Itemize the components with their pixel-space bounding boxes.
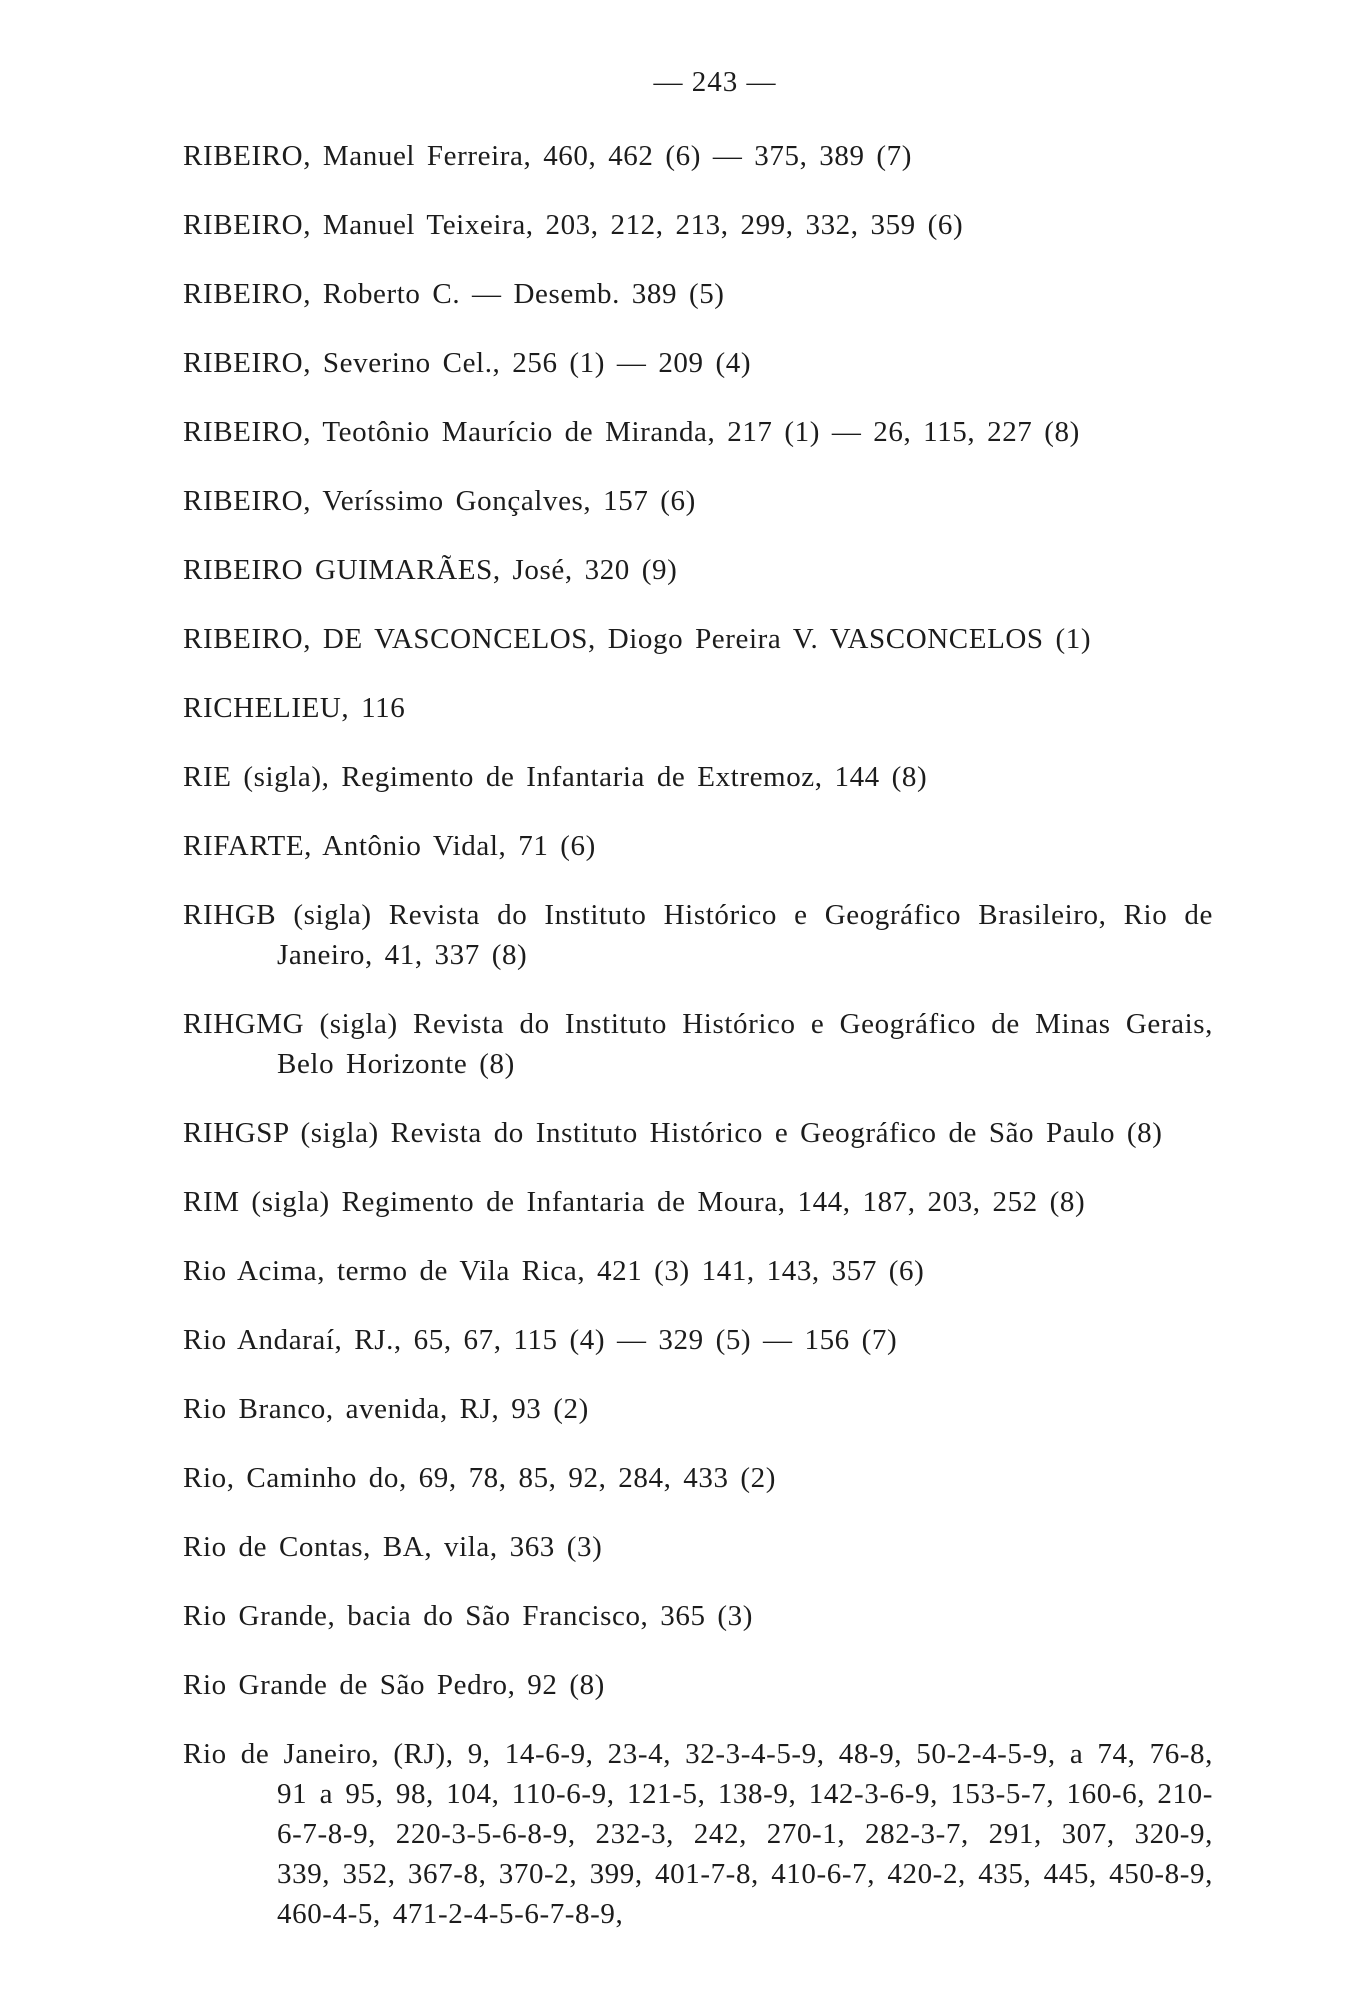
index-entry: Rio de Contas, BA, vila, 363 (3) bbox=[183, 1531, 603, 1563]
index-entry: RIBEIRO, DE VASCONCELOS, Diogo Pereira V. VASCONCELOS (1) bbox=[183, 623, 1092, 655]
index-entry: RICHELIEU, 116 bbox=[183, 692, 406, 724]
index-entry: Rio Grande de São Pedro, 92 (8) bbox=[183, 1669, 605, 1701]
page-number: — 243 — bbox=[653, 66, 777, 98]
index-entry: Rio Grande, bacia do São Francisco, 365 (3) bbox=[183, 1600, 754, 1632]
index-entry: RIBEIRO, Severino Cel., 256 (1) — 209 (4) bbox=[183, 347, 752, 379]
index-entry: Rio de Janeiro, (RJ), 9, 14-6-9, 23-4, 32-3-4-5-9, 48-9, 50-2-4-5-9, a 74, 76-8, 91 a 95, 98, 104, 110-6-9, 121-5, 138-9, 142-3-6-9, 153-5-7, 160-6, 210-6-7-8-9, 220-3-5-6-8-9, 232-3, 242, 270-1, 282-3-7, 291, 307, 320-9, 339, 352, 367-8, 370-2, 399, 401-7-8, 410-6-7, 420-2, 435, 445, 450-8-9, 460-4-5, 471-2-4-5-6-7-8-9, bbox=[183, 1738, 1213, 1930]
index-entry: Rio, Caminho do, 69, 78, 85, 92, 284, 433 (2) bbox=[183, 1462, 777, 1494]
index-entry: RIHGB (sigla) Revista do Instituto Histórico e Geográfico Brasileiro, Rio de Janeiro, 41, 337 (8) bbox=[183, 899, 1213, 971]
index-entry: Rio Acima, termo de Vila Rica, 421 (3) 141, 143, 357 (6) bbox=[183, 1255, 925, 1287]
index-entry: RIFARTE, Antônio Vidal, 71 (6) bbox=[183, 830, 596, 862]
index-entry: Rio Andaraí, RJ., 65, 67, 115 (4) — 329 (5) — 156 (7) bbox=[183, 1324, 898, 1356]
index-entry: RIM (sigla) Regimento de Infantaria de Moura, 144, 187, 203, 252 (8) bbox=[183, 1186, 1086, 1218]
index-entry: RIBEIRO, Roberto C. — Desemb. 389 (5) bbox=[183, 278, 725, 310]
index-entry: RIE (sigla), Regimento de Infantaria de Extremoz, 144 (8) bbox=[183, 761, 928, 793]
index-entry: RIBEIRO GUIMARÃES, José, 320 (9) bbox=[183, 554, 678, 586]
index-entry: Rio Branco, avenida, RJ, 93 (2) bbox=[183, 1393, 589, 1425]
index-entry: RIBEIRO, Veríssimo Gonçalves, 157 (6) bbox=[183, 485, 696, 517]
index-entry: RIHGSP (sigla) Revista do Instituto Histórico e Geográfico de São Paulo (8) bbox=[183, 1117, 1163, 1149]
index-entry: RIHGMG (sigla) Revista do Instituto Histórico e Geográfico de Minas Gerais, Belo Horizonte (8) bbox=[183, 1008, 1213, 1080]
index-entry: RIBEIRO, Teotônio Maurício de Miranda, 217 (1) — 26, 115, 227 (8) bbox=[183, 416, 1080, 448]
index-entry: RIBEIRO, Manuel Ferreira, 460, 462 (6) — 375, 389 (7) bbox=[183, 140, 913, 172]
index-entry: RIBEIRO, Manuel Teixeira, 203, 212, 213, 299, 332, 359 (6) bbox=[183, 209, 964, 241]
index-entries bbox=[183, 136, 1213, 1953]
